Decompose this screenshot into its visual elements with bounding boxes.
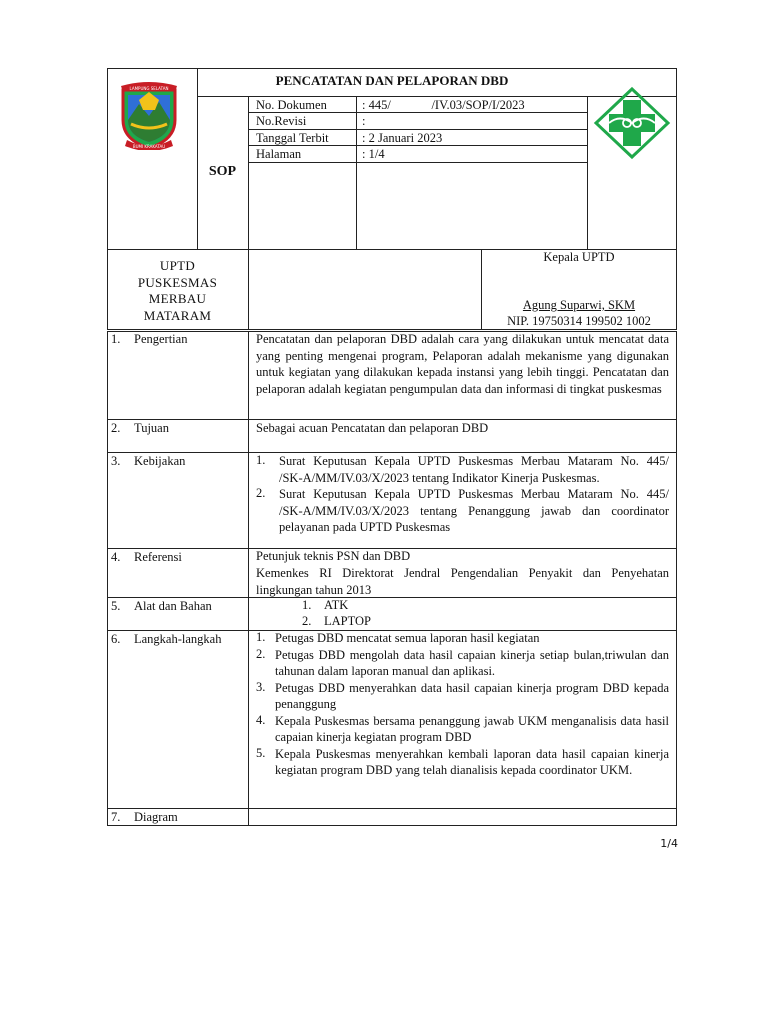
list-item-text: Surat Keputusan Kepala UPTD Puskesmas Merbau Mataram No. 445/ /SK-A/MM/IV.03/X/2023 tentang Indikator Kinerja Puskesmas. <box>279 454 713 485</box>
divider <box>107 808 677 809</box>
list-item <box>256 630 669 647</box>
referensi-line2: Kemenkes RI Direktorat Jendral Pengendalian Penyakit dan Penyehatan lingkungan tahun 2013 <box>256 566 669 597</box>
row-label-langkah: Langkah-langkah <box>134 632 222 646</box>
meta-value-revisi: : <box>362 114 366 128</box>
kebijakan-list <box>256 453 713 536</box>
list-marker: 2. <box>256 486 266 500</box>
alat-item-marker: 1. <box>302 598 312 612</box>
svg-text:LAMPUNG SELATAN: LAMPUNG SELATAN <box>129 86 169 91</box>
meta-value-halaman: : 1/4 <box>362 147 385 161</box>
row-num: 3. <box>111 454 121 468</box>
row-label-diagram: Diagram <box>134 810 178 824</box>
regional-emblem-logo <box>117 80 181 150</box>
referensi-line1: Petunjuk teknis PSN dan DBD <box>256 549 411 563</box>
langkah-list <box>256 630 669 779</box>
list-item <box>256 486 707 536</box>
meta-label-halaman: Halaman <box>256 147 302 161</box>
list-item <box>256 713 669 746</box>
meta-value-dokumen: : 445/ /IV.03/SOP/I/2023 <box>362 98 525 112</box>
list-item-text: Petugas DBD menyerahkan data hasil capaian kinerja program DBD kepada penanggung <box>275 680 669 711</box>
list-marker: 1. <box>256 630 266 644</box>
list-item <box>256 647 669 680</box>
list-marker: 2. <box>256 646 266 661</box>
meta-label-tanggal: Tanggal Terbit <box>256 131 329 145</box>
list-item-text: Kepala Puskesmas bersama penanggung jawab UKM menganalisis data hasil capaian kinerja kegiatan program DBD <box>275 713 669 744</box>
divider <box>356 96 357 250</box>
alat-item: ATK <box>324 598 349 612</box>
meta-label-revisi: No.Revisi <box>256 114 307 128</box>
page-number: 1/4 <box>660 837 678 850</box>
row-num: 5. <box>111 599 121 613</box>
row-label-referensi: Referensi <box>134 550 182 564</box>
alat-item: LAPTOP <box>324 614 372 628</box>
signer-role: Kepala UPTD <box>543 250 615 264</box>
document-title: PENCATATAN DAN PELAPORAN DBD <box>275 73 509 88</box>
list-item <box>256 453 713 486</box>
row-label-kebijakan: Kebijakan <box>134 454 186 468</box>
row-num: 4. <box>111 550 121 564</box>
meta-value-tanggal: : 2 Januari 2023 <box>362 131 443 145</box>
org-name-line: PUSKESMAS <box>137 274 218 290</box>
row-num: 1. <box>111 332 121 346</box>
org-name <box>107 258 248 324</box>
list-marker: 1. <box>256 453 266 467</box>
pengertian-text: Pencatatan dan pelaporan DBD adalah cara yang dilakukan untuk mencatat data yang penting mengenai program, Pelaporan adalah mekanisme yang digunakan untuk kegiatan yang dilakukan kepada instansi yang lebih tinggi. Pencatatan dan pelaporan adalah kegiatan pengumpulan data dan informasi di tingkat puskesmas <box>256 332 669 396</box>
svg-text:BUMI KRAKATAU: BUMI KRAKATAU <box>132 144 166 149</box>
divider <box>248 162 587 163</box>
org-name-line: MERBAU <box>148 291 207 306</box>
org-name-line: MATARAM <box>143 307 212 323</box>
list-item <box>256 746 669 779</box>
org-name-line: UPTD <box>159 258 196 273</box>
tujuan-text: Sebagai acuan Pencatatan dan pelaporan DBD <box>256 421 489 435</box>
row-num: 2. <box>111 421 121 435</box>
signer-nip: NIP. 19750314 199502 1002 <box>507 314 651 328</box>
divider <box>587 96 588 250</box>
row-label-tujuan: Tujuan <box>134 421 169 435</box>
list-item <box>256 680 669 713</box>
signer-name: Agung Suparwi, SKM <box>522 298 636 312</box>
meta-label-dokumen: No. Dokumen <box>256 98 327 112</box>
list-marker: 3. <box>256 679 266 694</box>
list-item-text: Surat Keputusan Kepala UPTD Puskesmas Merbau Mataram No. 445/ /SK-A/MM/IV.03/X/2023 tentang Penanggung jawab dan coordinator pelayanan pada UPTD Puskesmas <box>279 487 707 534</box>
divider <box>248 249 249 330</box>
list-marker: 4. <box>256 712 266 727</box>
row-num: 7. <box>111 810 121 824</box>
alat-item-marker: 2. <box>302 614 312 628</box>
list-item-text: Petugas DBD mencatat semua laporan hasil kegiatan <box>275 631 540 645</box>
row-label-pengertian: Pengertian <box>134 332 188 346</box>
row-label-alat: Alat dan Bahan <box>134 599 212 613</box>
list-item-text: Kepala Puskesmas menyerahkan kembali laporan data hasil capaian kinerja kegiatan program DBD yang telah dianalisis kepada coordinator UKM. <box>275 746 669 777</box>
row-num: 6. <box>111 632 121 646</box>
list-item-text: Petugas DBD mengolah data hasil capaian kinerja setiap bulan,triwulan dan tahunan dalam laporan manual dan aplikasi. <box>275 647 669 678</box>
list-marker: 5. <box>256 745 266 760</box>
divider <box>248 331 249 826</box>
puskesmas-logo <box>593 86 671 160</box>
divider <box>248 96 249 250</box>
sop-label: SOP <box>208 164 237 179</box>
